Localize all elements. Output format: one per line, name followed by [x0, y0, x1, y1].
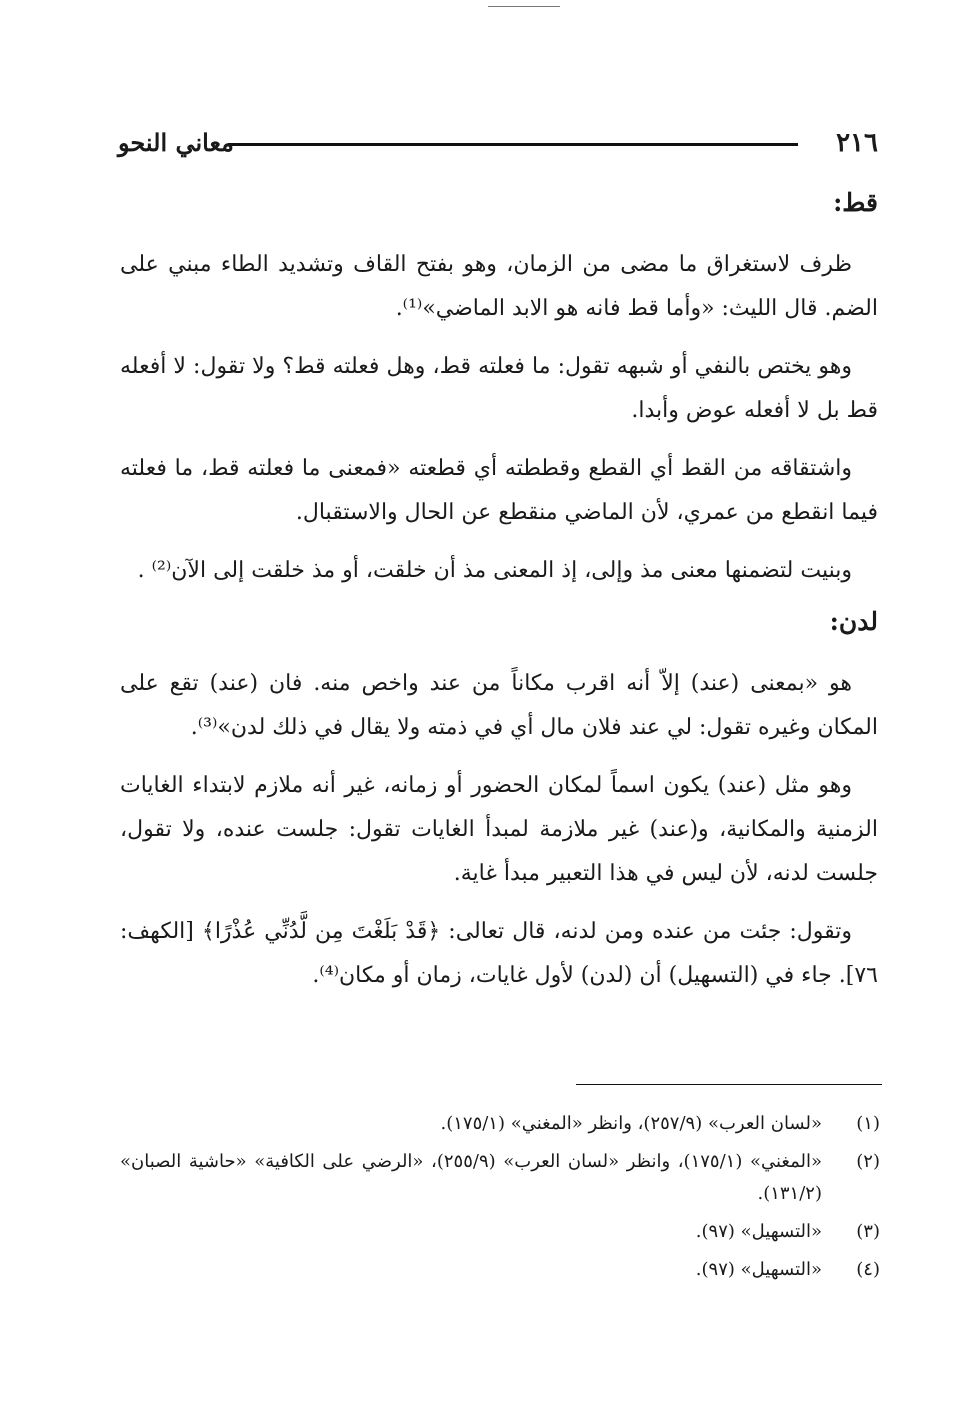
footnote	[120, 1216, 880, 1248]
footnote-text: «المغني» (١٧٥/١)، وانظر «لسان العرب» (٢٥٥/٩)، «الرضي على الكافية» «حاشية الصبان» (١٣١/٢).	[120, 1151, 822, 1204]
footnote	[120, 1146, 880, 1210]
section-heading-qatt: قط:	[833, 188, 878, 217]
footnote-number: (١)	[856, 1113, 880, 1134]
header-rule	[228, 143, 798, 146]
footnote-separator	[576, 1084, 882, 1085]
footnote-number: (٤)	[856, 1259, 880, 1280]
section-heading-ladun: لدن:	[829, 607, 878, 636]
footnote-text: «لسان العرب» (٢٥٧/٩)، وانظر «المغني» (١٧٥/١).	[440, 1113, 822, 1134]
paragraph: وهو يختص بالنفي أو شبهه تقول: ما فعلته قط، وهل فعلته قط؟ ولا تقول: لا أفعله قط بل لا أفعله عوض وأبدا.	[120, 354, 878, 423]
paragraph: واشتقاقه من القط أي القطع وقططته أي قطعته «فمعنى ما فعلته قط، ما فعلته فيما انقطع من عمري، لأن الماضي منقطع عن الحال والاستقبال.	[120, 456, 878, 525]
footnote-number: (٣)	[856, 1221, 880, 1242]
footnote-text: «التسهيل» (٩٧).	[695, 1221, 822, 1242]
book-title: معاني النحو	[118, 128, 234, 157]
paragraph: وهو مثل (عند) يكون اسماً لمكان الحضور أو زمانه، غير أنه ملازم لابتداء الغايات الزمنية والمكانية، و(عند) غير ملازمة لمبدأ الغايات تقول: جلست عنده، ولا تقول، جلست لدنه، لأن ليس في هذا التعبير مبدأ غاية.	[120, 773, 878, 886]
footnotes	[120, 1108, 880, 1292]
footnote-number: (٢)	[856, 1151, 880, 1172]
top-margin-mark	[488, 6, 560, 7]
footnote-text: «التسهيل» (٩٧).	[695, 1259, 822, 1280]
paragraph: وتقول: جئت من عنده ومن لدنه، قال تعالى: ﴿قَدْ بَلَغْتَ مِن لَّدُنِّي عُذْرًا﴾ [الكهف: ٧٦]. جاء في (التسهيل) أن (لدن) لأول غايات، زمان أو مكان⁽⁴⁾.	[120, 919, 878, 988]
running-header	[118, 128, 878, 168]
paragraph: هو «بمعنى (عند) إلاّ أنه اقرب مكاناً من عند واخص منه. فان (عند) تقع على المكان وغيره تقول: لي عند فلان مال أي في ذمته ولا يقال في ذلك لدن»⁽³⁾.	[120, 671, 878, 740]
footnote	[120, 1254, 880, 1286]
page-number: ٢١٦	[836, 128, 878, 158]
footnote	[120, 1108, 880, 1140]
main-text	[120, 188, 878, 1012]
paragraph: وبنيت لتضمنها معنى مذ وإلى، إذ المعنى مذ أن خلقت، أو مذ خلقت إلى الآن⁽²⁾ .	[137, 558, 852, 583]
paragraph: ظرف لاستغراق ما مضى من الزمان، وهو بفتح القاف وتشديد الطاء مبني على الضم. قال الليث: «وأما قط فانه هو الابد الماضي»⁽¹⁾.	[120, 252, 878, 321]
